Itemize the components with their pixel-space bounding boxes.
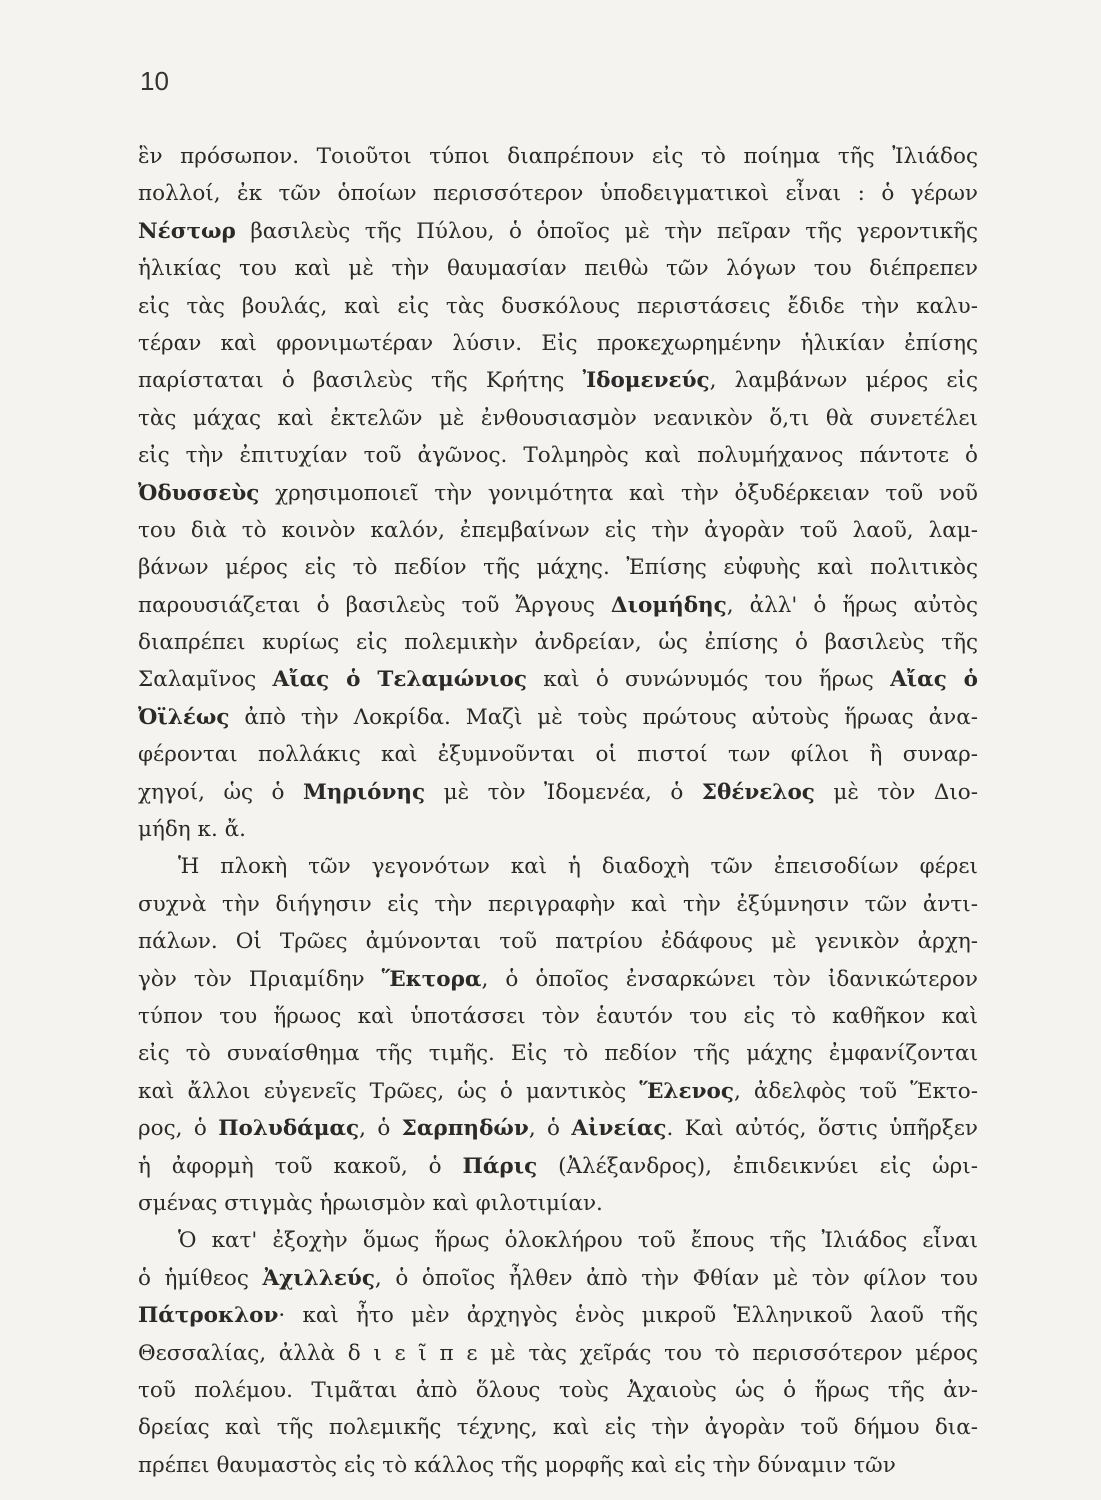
text-line	[138, 886, 978, 923]
bold-name: Αἰνείας	[571, 1116, 667, 1142]
text-line	[138, 848, 978, 885]
text-run: τύπον του ἥρωος καὶ ὑποτάσσει τὸν ἑαυτόν του εἰς τὸ καθῆκον καὶ	[138, 1003, 978, 1029]
bold-name: Αἴας ὁ Τελαμώνιος	[272, 667, 527, 693]
bold-name: Πάρις	[462, 1153, 538, 1179]
paragraph	[138, 138, 978, 848]
text-run: μὲ τὸν Διο-	[814, 779, 978, 805]
text-line	[138, 250, 978, 287]
text-line	[138, 1110, 978, 1147]
bold-name: Σθένελος	[701, 779, 815, 805]
text-run: συχνὰ τὴν διήγησιν εἰς τὴν περιγραφὴν καὶ τὴν ἐξύμνησιν τῶν ἀντι-	[138, 891, 978, 917]
body-text	[138, 138, 978, 1484]
text-run: σμένας στιγμὰς ἡρωισμὸν καὶ φιλοτιμίαν.	[138, 1190, 603, 1216]
text-run: , λαμβάνων μέρος εἰς	[709, 368, 979, 394]
text-run: Ἡ πλοκὴ τῶν γεγονότων καὶ ἡ διαδοχὴ τῶν ἐπεισοδίων φέρει	[178, 854, 978, 880]
text-line	[138, 998, 978, 1035]
text-line	[138, 923, 978, 960]
text-run: εἰς τὴν ἐπιτυχίαν τοῦ ἀγῶνος. Τολμηρὸς καὶ πολυμήχανος πάντοτε ὁ	[138, 443, 978, 469]
text-run: , ἀλλ' ὁ ἥρως αὐτὸς	[726, 592, 978, 618]
text-line	[138, 437, 978, 474]
text-line	[138, 288, 978, 325]
text-line	[138, 774, 978, 811]
text-line	[138, 1073, 978, 1110]
text-run: ἡ ἀφορμὴ τοῦ κακοῦ, ὁ	[138, 1153, 463, 1179]
text-run: χρησιμοποιεῖ τὴν γονιμότητα καὶ τὴν ὀξυδέρκειαν τοῦ νοῦ	[259, 480, 978, 506]
text-run: , ὁ ὁποῖος ἦλθεν ἀπὸ τὴν Φθίαν μὲ τὸν φίλον του	[374, 1265, 978, 1291]
text-run: , ὁ	[359, 1116, 402, 1142]
text-line	[138, 811, 978, 848]
page-number: 10	[140, 66, 169, 96]
text-run: πάλων. Οἱ Τρῶες ἀμύνονται τοῦ πατρίου ἐδάφους μὲ γενικὸν ἀρχη-	[138, 929, 978, 955]
text-run: του διὰ τὸ κοινὸν καλόν, ἐπεμβαίνων εἰς τὴν ἀγορὰν τοῦ λαοῦ, λαμ-	[138, 517, 978, 543]
text-line	[138, 587, 978, 624]
text-line	[138, 1035, 978, 1072]
bold-name: Διομήδης	[610, 592, 727, 618]
bold-name: Νέστωρ	[138, 218, 236, 244]
text-line	[138, 213, 978, 250]
text-line	[138, 1260, 978, 1297]
text-run: βασιλεὺς τῆς Πύλου, ὁ ὁποῖος μὲ τὴν πεῖραν τῆς γεροντικῆς	[235, 218, 978, 244]
text-run: παρουσιάζεται ὁ βασιλεὺς τοῦ Ἄργους	[138, 592, 611, 618]
text-line	[138, 624, 978, 661]
paragraph	[138, 1222, 978, 1484]
text-line	[138, 699, 978, 736]
bold-name: Αἴας ὁ	[890, 667, 979, 693]
paragraph	[138, 848, 978, 1222]
text-line	[138, 362, 978, 399]
text-run: (Ἀλέξανδρος), ἐπιδεικνύει εἰς ὡρι-	[537, 1153, 978, 1179]
text-line	[138, 400, 978, 437]
text-run: ρος, ὁ	[138, 1116, 219, 1142]
text-run: παρίσταται ὁ βασιλεὺς τῆς Κρήτης	[138, 368, 583, 394]
text-run: , ὁ ὁποῖος ἐνσαρκώνει τὸν ἰδανικώτερον	[481, 966, 978, 992]
text-run: εἰς τὰς βουλάς, καὶ εἰς τὰς δυσκόλους περιστάσεις ἔδιδε τὴν καλυ-	[138, 293, 978, 319]
text-run: ὁ ἡμίθεος	[138, 1265, 263, 1291]
text-line	[138, 325, 978, 362]
text-line	[138, 475, 978, 512]
bold-name: Μηριόνης	[303, 779, 426, 805]
text-run: εἰς τὸ συναίσθημα τῆς τιμῆς. Εἰς τὸ πεδίον τῆς μάχης ἐμφανίζονται	[138, 1041, 978, 1067]
text-line	[138, 1335, 978, 1372]
text-run: τὰς μάχας καὶ ἐκτελῶν μὲ ἐνθουσιασμὸν νεανικὸν ὅ,τι θὰ συνετέλει	[138, 405, 978, 431]
text-run: διαπρέπει κυρίως εἰς πολεμικὴν ἀνδρείαν, ὡς ἐπίσης ὁ βασιλεὺς τῆς	[138, 630, 978, 656]
text-line	[138, 138, 978, 175]
text-line	[138, 512, 978, 549]
text-run: πρέπει θαυμαστὸς εἰς τὸ κάλλος τῆς μορφῆς καὶ εἰς τὴν δύναμιν τῶν	[138, 1452, 896, 1478]
text-run: δρείας καὶ τῆς πολεμικῆς τέχνης, καὶ εἰς τὴν ἀγορὰν τοῦ δήμου δια-	[138, 1415, 978, 1441]
bold-name: Ἕκτορα	[381, 966, 482, 992]
bold-name: Ὀδυσσεὺς	[138, 480, 260, 506]
text-line	[138, 1372, 978, 1409]
text-run: χηγοί, ὡς ὁ	[138, 779, 303, 805]
bold-name: Πολυδάμας	[218, 1116, 360, 1142]
text-run: ἀπὸ τὴν Λοκρίδα. Μαζὶ μὲ τοὺς πρώτους αὐτοὺς ἥρωας ἀνα-	[229, 704, 978, 730]
text-run: ἓν πρόσωπον. Τοιοῦτοι τύποι διαπρέπουν εἰς τὸ ποίημα τῆς Ἰλιάδος	[138, 144, 978, 169]
text-run: ἡλικίας του καὶ μὲ τὴν θαυμασίαν πειθὼ τῶν λόγων του διέπρεπεν	[138, 256, 978, 282]
text-run: Ὁ κατ' ἐξοχὴν ὅμως ἥρως ὁλοκλήρου τοῦ ἔπους τῆς Ἰλιάδος εἶναι	[178, 1228, 978, 1254]
text-run: τέραν καὶ φρονιμωτέραν λύσιν. Εἰς προκεχωρημένην ἡλικίαν ἐπίσης	[138, 330, 978, 356]
text-run: , ἀδελφὸς τοῦ Ἕκτο-	[733, 1078, 978, 1104]
text-run: · καὶ ἦτο μὲν ἀρχηγὸς ἑνὸς μικροῦ Ἑλληνικοῦ λαοῦ τῆς	[278, 1303, 978, 1329]
text-run: πολλοί, ἐκ τῶν ὁποίων περισσότερον ὑποδειγματικοὶ εἶναι : ὁ γέρων	[138, 181, 978, 207]
text-run: Σαλαμῖνος	[138, 667, 273, 693]
text-run: τοῦ πολέμου. Τιμᾶται ἀπὸ ὅλους τοὺς Ἀχαιοὺς ὡς ὁ ἥρως τῆς ἀν-	[138, 1377, 978, 1403]
text-run: μήδη κ. ἄ.	[138, 817, 246, 843]
text-line	[138, 1409, 978, 1446]
text-run: Θεσσαλίας, ἀλλὰ δ ι ε ῖ π ε μὲ τὰς χεῖράς του τὸ περισσότερον μέρος	[138, 1340, 978, 1366]
bold-name: Πάτροκλον	[138, 1303, 279, 1329]
bold-name: Ἰδομενεύς	[582, 368, 710, 394]
bold-name: Ὀϊλέως	[138, 704, 230, 730]
bold-name: Ἕλενος	[639, 1078, 734, 1104]
text-line	[138, 661, 978, 698]
text-line	[138, 549, 978, 586]
text-run: . Καὶ αὐτός, ὅστις ὑπῆρξεν	[666, 1116, 978, 1142]
text-line	[138, 1447, 978, 1484]
text-run: καὶ ὁ συνώνυμός του ἥρως	[527, 667, 891, 693]
text-run: , ὁ	[528, 1116, 572, 1142]
text-line	[138, 1185, 978, 1222]
text-line	[138, 736, 978, 773]
bold-name: Σαρπηδών	[401, 1116, 529, 1142]
text-run: γὸν τὸν Πριαμίδην	[138, 966, 382, 992]
text-line	[138, 1297, 978, 1334]
text-run: καὶ ἄλλοι εὐγενεῖς Τρῶες, ὡς ὁ μαντικὸς	[138, 1078, 640, 1104]
text-run: φέρονται πολλάκις καὶ ἐξυμνοῦνται οἱ πιστοί των φίλοι ἢ συναρ-	[138, 742, 978, 768]
text-run: μὲ τὸν Ἰδομενέα, ὁ	[425, 779, 702, 805]
text-run: βάνων μέρος εἰς τὸ πεδίον τῆς μάχης. Ἐπίσης εὐφυὴς καὶ πολιτικὸς	[138, 555, 978, 581]
text-line	[138, 961, 978, 998]
text-line	[138, 1222, 978, 1259]
text-line	[138, 1148, 978, 1185]
bold-name: Ἀχιλλεύς	[262, 1265, 375, 1291]
text-line	[138, 175, 978, 212]
